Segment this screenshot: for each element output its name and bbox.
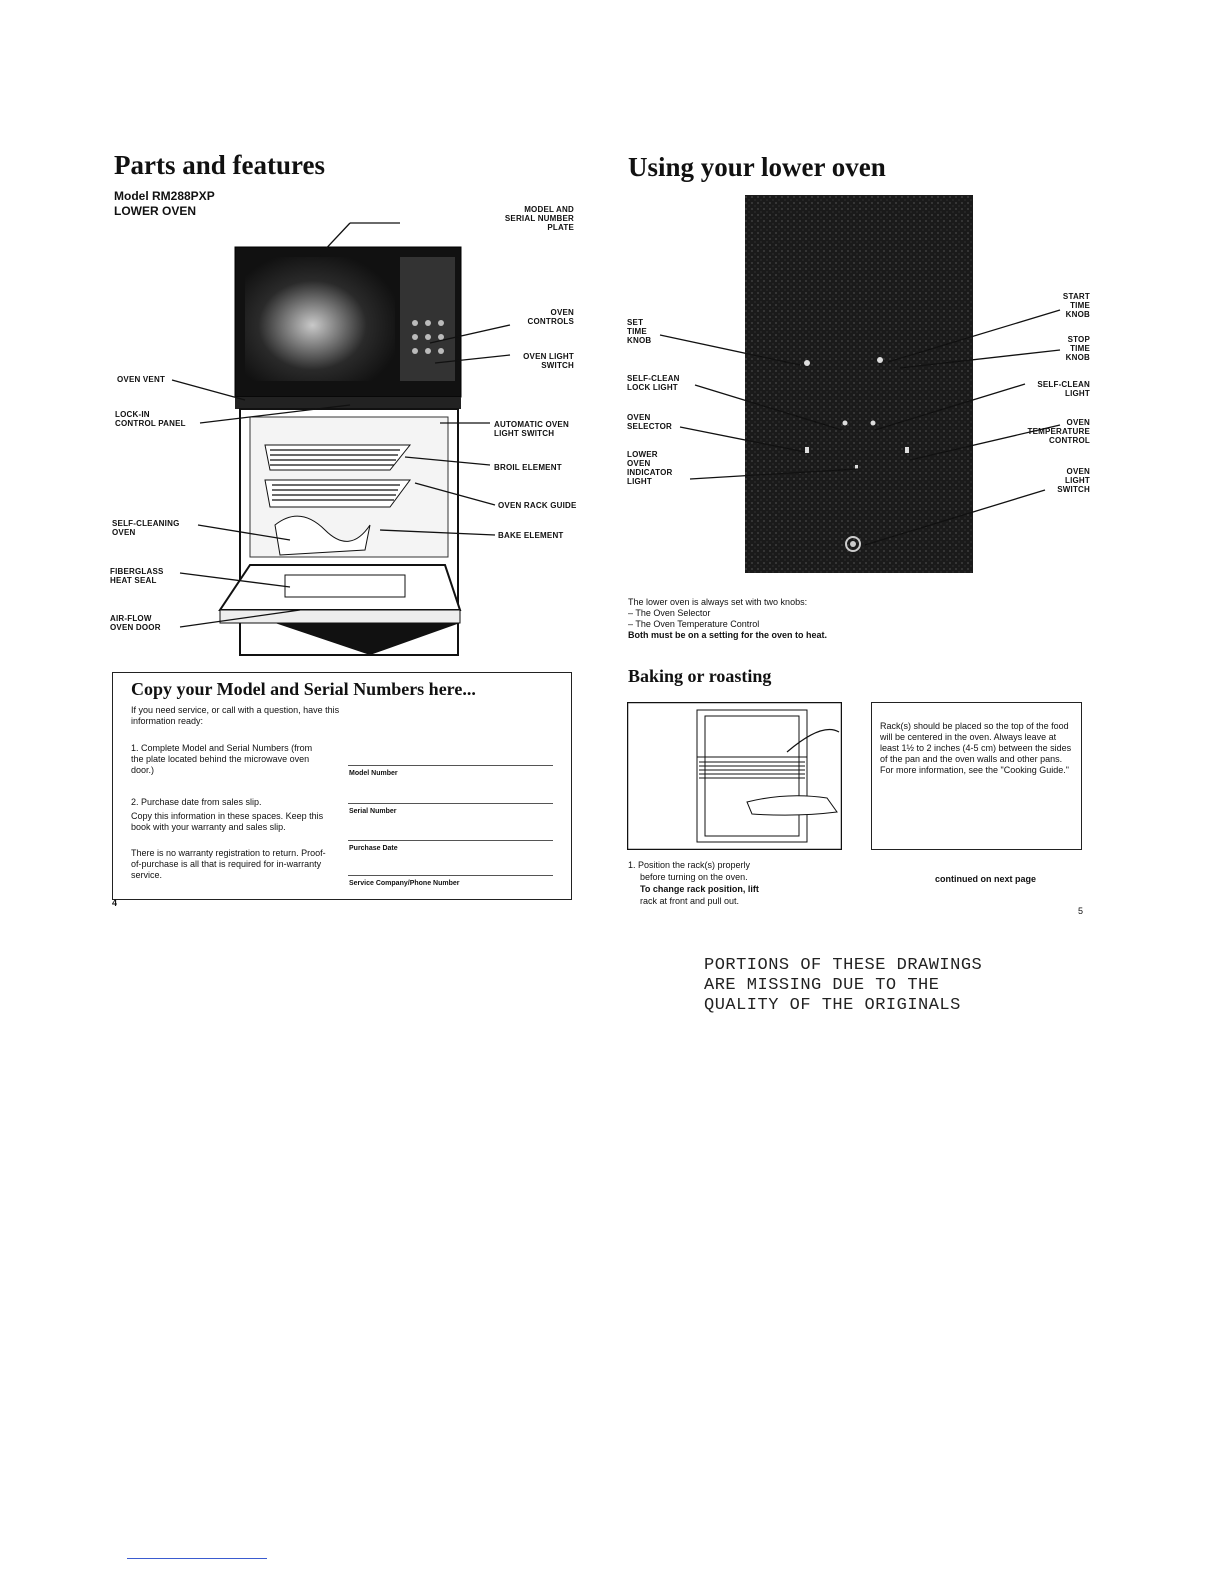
footer-rule [127, 1558, 267, 1559]
callout-oven-selector: OVEN SELECTOR [627, 413, 673, 431]
callout-oven-controls: OVEN CONTROLS [527, 308, 574, 326]
callout-oven-light-switch-right: OVEN LIGHT SWITCH [1057, 467, 1090, 494]
missing-portions-stamp [704, 956, 982, 1016]
callout-oven-vent: OVEN VENT [117, 375, 166, 384]
copy-box-heading: Copy your Model and Serial Numbers here... [131, 679, 476, 699]
parts-features-title: Parts and features [114, 150, 325, 180]
model-number-label: Model Number [349, 770, 398, 777]
stamp-line-2: ARE MISSING DUE TO THE [704, 976, 940, 995]
step1-line3: To change rack position, lift [640, 884, 759, 894]
callout-self-clean-light: SELF-CLEAN LIGHT [1037, 380, 1090, 398]
copy-box-step1: 1. Complete Model and Serial Numbers (from the plate located behind the microwave oven door.) [131, 743, 313, 775]
lower-oven-label: LOWER OVEN [114, 204, 197, 218]
callout-fiberglass-heat-seal: FIBERGLASS HEAT SEAL [110, 567, 164, 585]
serial-number-line [348, 803, 553, 804]
callout-model-serial-plate: MODEL AND SERIAL NUMBER PLATE [504, 205, 574, 232]
lower-oven-intro: The lower oven is always set with two knobs: [628, 597, 808, 607]
rack-placement-text: Rack(s) should be placed so the top of the food will be centered in the oven. Always leave at least 1½ to 2 inches (4-5 cm) between the sides of the pan and the oven walls and other pans. For more information, see the "Cooking Guide." [880, 721, 1072, 775]
step1-line4: rack at front and pull out. [640, 896, 740, 906]
callout-set-time-knob: SET TIME KNOB [627, 318, 652, 345]
callout-lower-oven-indicator-light: LOWER OVEN INDICATOR LIGHT [627, 450, 673, 486]
step1-line2: before turning on the oven. [640, 872, 748, 882]
page-number-left: 4 [112, 898, 118, 908]
callout-broil-element: BROIL ELEMENT [494, 463, 562, 472]
callout-self-clean-lock-light: SELF-CLEAN LOCK LIGHT [627, 374, 680, 392]
copy-box-step2: 2. Purchase date from sales slip. [131, 797, 262, 807]
both-must-note: Both must be on a setting for the oven to heat. [628, 630, 828, 640]
step1-line1: 1. Position the rack(s) properly [628, 860, 751, 870]
copy-numbers-box [112, 672, 572, 900]
service-company-line [348, 875, 553, 876]
callout-lock-in-control-panel: LOCK-IN CONTROL PANEL [115, 410, 186, 428]
rack-placement-box [871, 702, 1082, 850]
rack-illustration [627, 702, 842, 850]
serial-number-label: Serial Number [349, 808, 397, 815]
baking-roasting-heading: Baking or roasting [628, 666, 772, 686]
callout-oven-rack-guide: OVEN RACK GUIDE [498, 501, 577, 510]
page-number-right: 5 [1078, 906, 1084, 916]
callout-automatic-oven-light-switch: AUTOMATIC OVEN LIGHT SWITCH [494, 420, 569, 438]
callout-stop-time-knob: STOP TIME KNOB [1065, 335, 1090, 362]
copy-box-intro: If you need service, or call with a question, have this information ready: [131, 705, 340, 726]
callout-self-cleaning-oven: SELF-CLEANING OVEN [112, 519, 180, 537]
continued-next-page: continued on next page [935, 874, 1037, 884]
bullet-temperature-control: – The Oven Temperature Control [628, 619, 760, 629]
copy-box-para2: There is no warranty registration to return. Proof-of-purchase is all that is required for in-warranty service. [131, 848, 326, 880]
callout-air-flow-oven-door: AIR-FLOW OVEN DOOR [110, 614, 161, 632]
callout-bake-element: BAKE ELEMENT [498, 531, 564, 540]
stamp-line-1: PORTIONS OF THESE DRAWINGS [704, 956, 983, 975]
model-number-line [348, 765, 553, 766]
bullet-oven-selector: – The Oven Selector [628, 608, 711, 618]
purchase-date-label: Purchase Date [349, 845, 398, 852]
callout-oven-temperature-control: OVEN TEMPERATURE CONTROL [1027, 418, 1090, 445]
stamp-line-3: QUALITY OF THE ORIGINALS [704, 996, 961, 1015]
callout-oven-light-switch: OVEN LIGHT SWITCH [523, 352, 574, 370]
using-lower-oven-title: Using your lower oven [628, 152, 886, 182]
purchase-date-line [348, 840, 553, 841]
callout-start-time-knob: START TIME KNOB [1062, 292, 1090, 319]
model-label: Model RM288PXP [114, 189, 215, 203]
copy-box-para1: Copy this information in these spaces. Keep this book with your warranty and sales slip. [131, 811, 324, 832]
service-company-label: Service Company/Phone Number [349, 880, 460, 887]
